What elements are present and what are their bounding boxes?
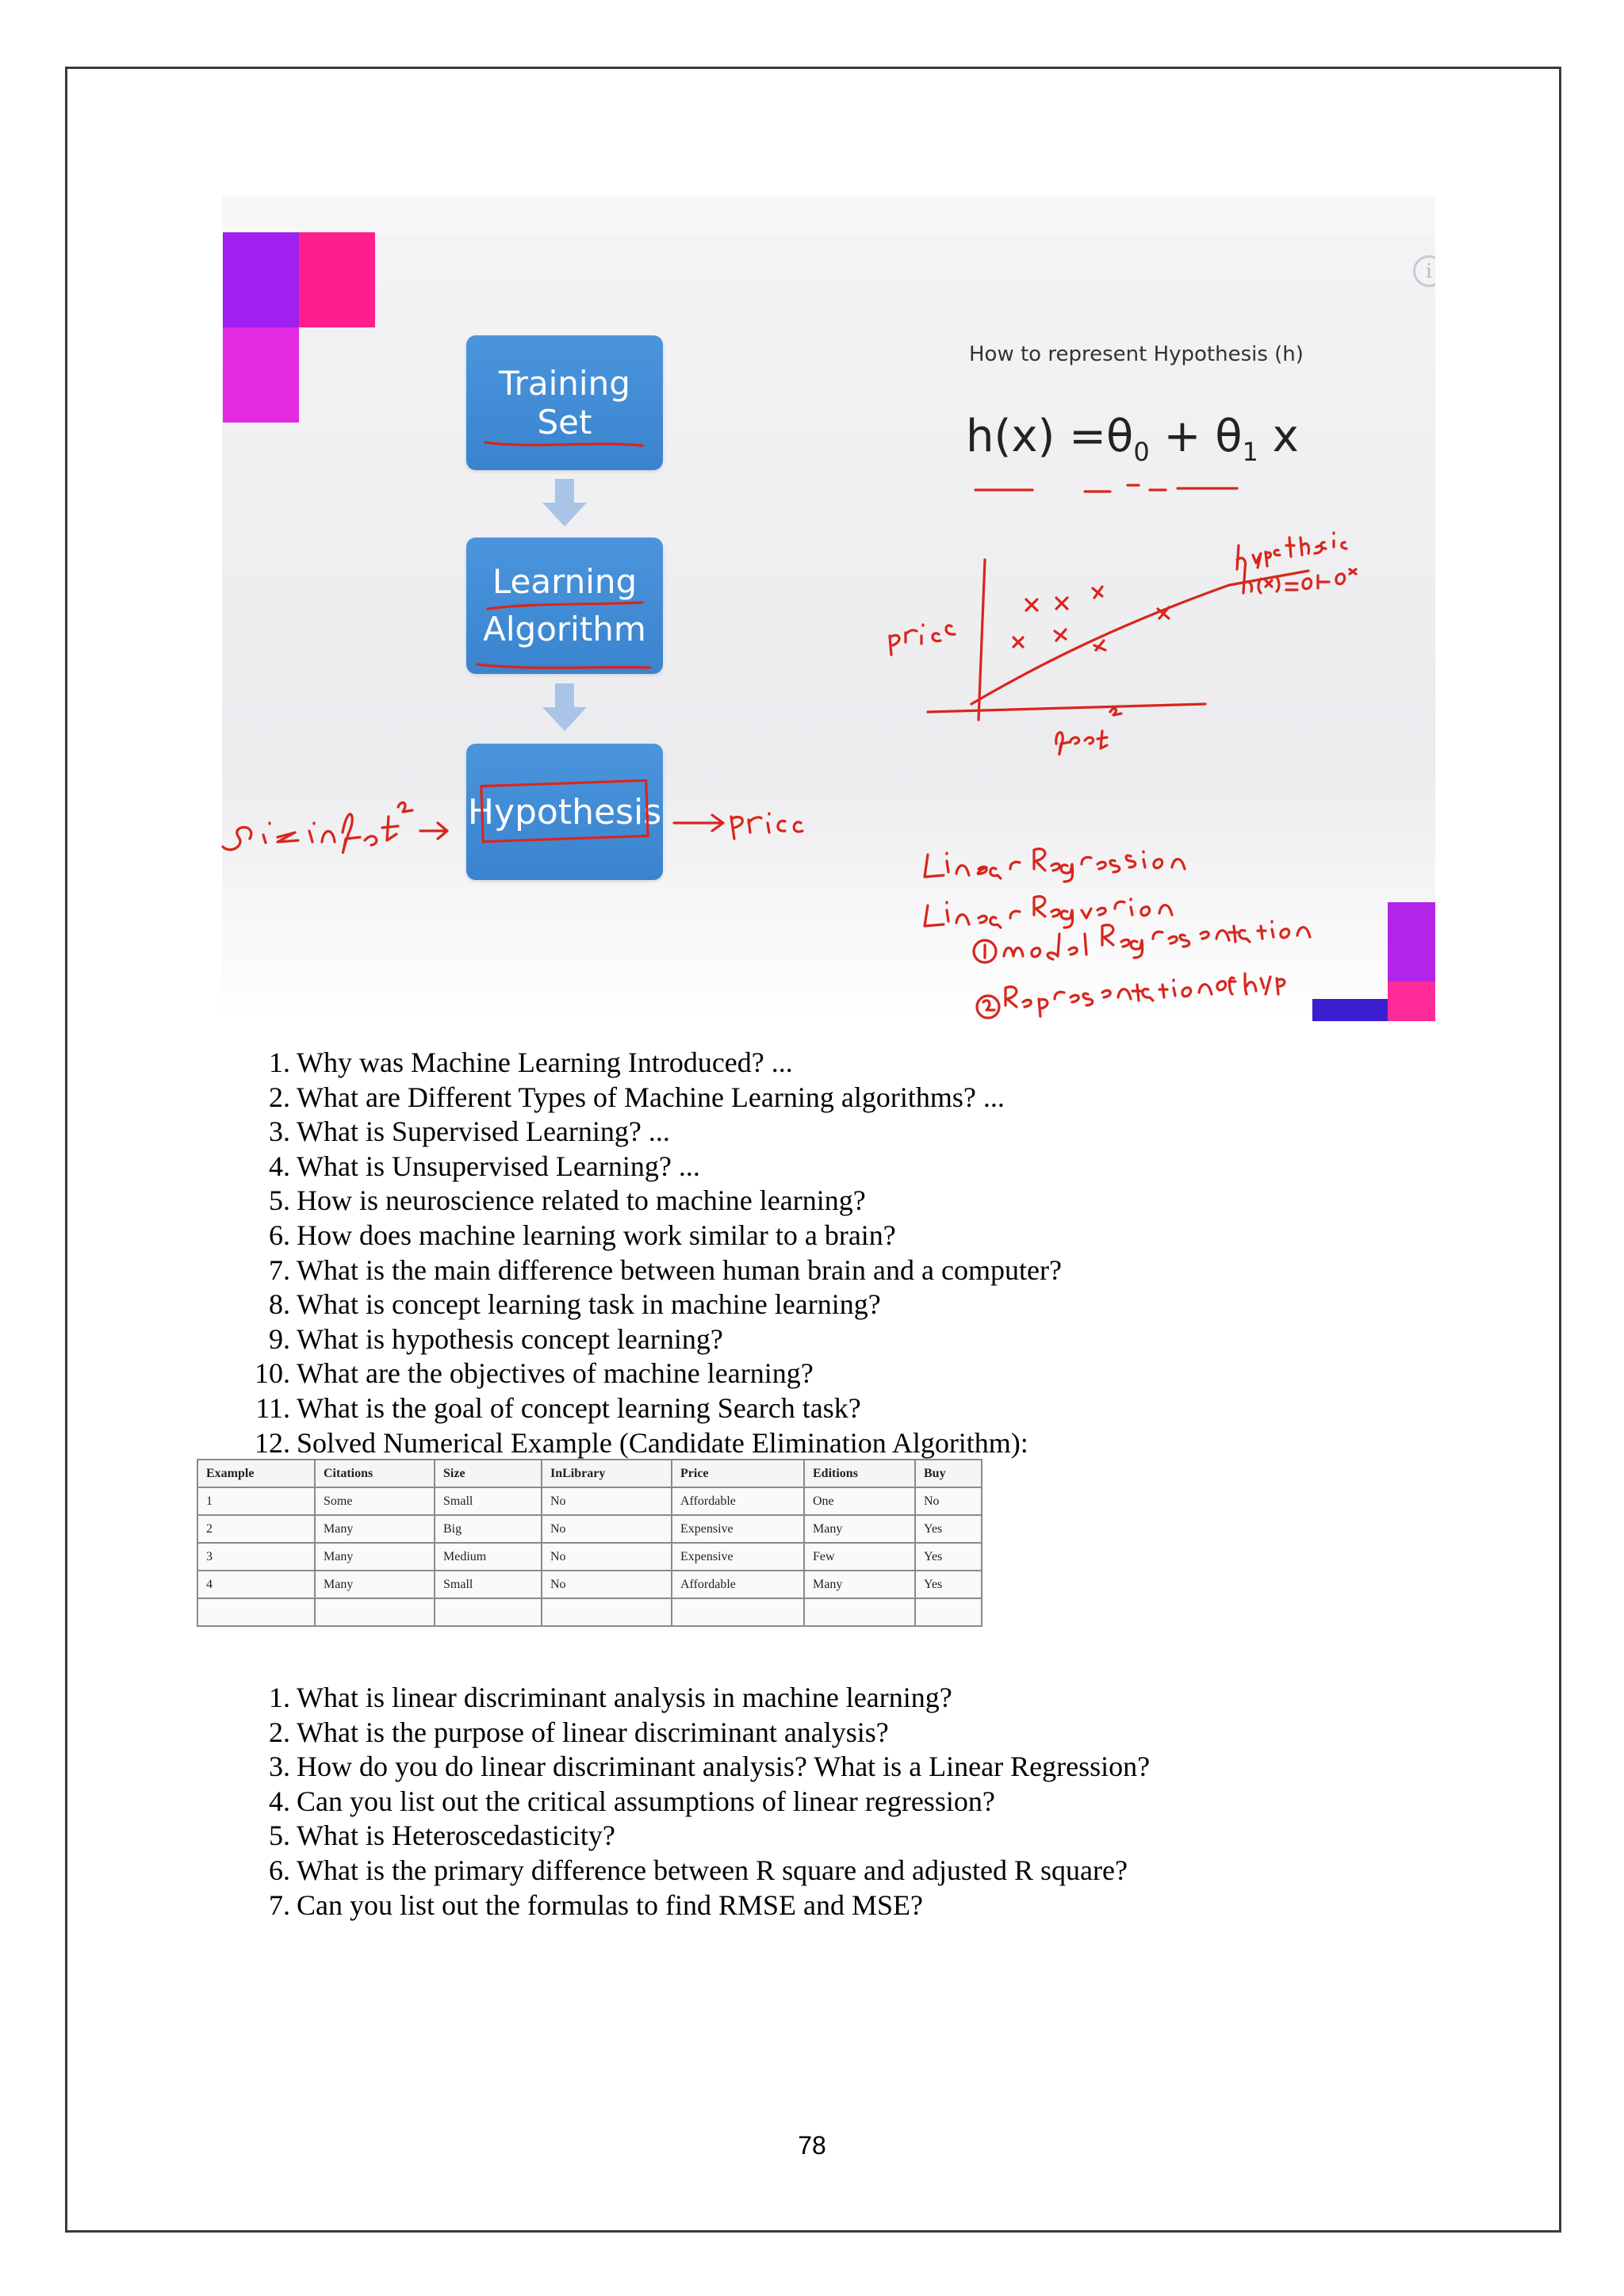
list-item-number: 10.	[255, 1357, 290, 1390]
handwritten-annotations	[198, 197, 1435, 1021]
list-item-text: What are the objectives of machine learning?	[297, 1357, 814, 1390]
list-item-text: What is linear discriminant analysis in machine learning?	[297, 1682, 952, 1713]
table-cell	[672, 1598, 804, 1626]
list-item-number: 7.	[269, 1253, 290, 1286]
table-cell	[804, 1598, 915, 1626]
table-cell	[542, 1598, 672, 1626]
list-item-text: What is Heteroscedasticity?	[297, 1820, 615, 1852]
lecture-slide-image	[198, 197, 1435, 1021]
table-cell	[915, 1598, 982, 1626]
table-cell: Yes	[915, 1515, 982, 1543]
table-body	[197, 1487, 982, 1626]
learning-algorithm-label-line2: Algorithm	[483, 610, 646, 649]
list-item-number: 3.	[269, 1751, 290, 1783]
list-item-number: 11.	[255, 1392, 290, 1424]
list-item-text: What is concept learning task in machine learning?	[297, 1288, 881, 1321]
table-cell	[197, 1598, 315, 1626]
table-row	[197, 1598, 982, 1626]
table-header-cell: Citations	[315, 1460, 435, 1487]
table-cell: Few	[804, 1543, 915, 1571]
table-cell: Many	[804, 1571, 915, 1598]
table-cell: Some	[315, 1487, 435, 1515]
formula-sub1: 1	[1242, 437, 1258, 468]
table-header-cell: Editions	[804, 1460, 915, 1487]
table-row	[197, 1543, 982, 1571]
list-item-number: 1.	[269, 1047, 290, 1078]
list-item-text: How does machine learning work similar to a brain?	[297, 1219, 896, 1251]
table-cell: Many	[315, 1571, 435, 1598]
table-row	[197, 1487, 982, 1515]
table-header-cell: Example	[197, 1460, 315, 1487]
list-item-number: 6.	[269, 1854, 290, 1886]
table-row	[197, 1515, 982, 1543]
list-item-text: How do you do linear discriminant analysis? What is a Linear Regression?	[297, 1751, 1151, 1783]
table-cell: No	[542, 1571, 672, 1598]
list-item-text: What is the main difference between human brain and a computer?	[297, 1253, 1062, 1286]
list-item-number: 7.	[269, 1888, 290, 1921]
table-cell: One	[804, 1487, 915, 1515]
table-cell: 4	[197, 1571, 315, 1598]
table-cell: Many	[804, 1515, 915, 1543]
table-cell: Affordable	[672, 1487, 804, 1515]
table-cell: Small	[435, 1487, 542, 1515]
list-item-text: What is the primary difference between R square and adjusted R square?	[297, 1854, 1128, 1886]
table-cell: 1	[197, 1487, 315, 1515]
table-cell: Expensive	[672, 1515, 804, 1543]
hypothesis-heading: How to represent Hypothesis (h)	[969, 342, 1304, 366]
list-item-text: What is the goal of concept learning Search task?	[297, 1392, 861, 1424]
list-item-number: 9.	[269, 1322, 290, 1355]
table-cell: Medium	[435, 1543, 542, 1571]
list-item-text: How is neuroscience related to machine learning?	[297, 1184, 866, 1217]
list-item-text: Solved Numerical Example (Candidate Elimination Algorithm):	[297, 1426, 1028, 1459]
list-item-text: What is the purpose of linear discriminant analysis?	[297, 1716, 889, 1748]
list-item-text: What is Supervised Learning? ...	[297, 1115, 670, 1148]
list-item-number: 2.	[269, 1716, 290, 1748]
page-number: 78	[798, 2131, 826, 2160]
table-header-row	[197, 1460, 982, 1487]
table-cell: Expensive	[672, 1543, 804, 1571]
list-item-text: What is hypothesis concept learning?	[297, 1322, 723, 1355]
table-cell	[435, 1598, 542, 1626]
learning-algorithm-label-line1: Learning	[492, 562, 638, 601]
list-item-number: 5.	[269, 1820, 290, 1852]
table-cell: Many	[315, 1515, 435, 1543]
list-item-text: Why was Machine Learning Introduced? ...	[297, 1047, 793, 1078]
formula-tail: x	[1258, 411, 1299, 462]
table-cell: Many	[315, 1543, 435, 1571]
list-item-number: 6.	[269, 1219, 290, 1251]
table-header-cell: InLibrary	[542, 1460, 672, 1487]
hypothesis-label: Hypothesis	[467, 791, 662, 832]
list-item-number: 12.	[255, 1426, 290, 1459]
list-item-number: 2.	[269, 1081, 290, 1113]
table-cell: No	[915, 1487, 982, 1515]
table-cell: Affordable	[672, 1571, 804, 1598]
candidate-elimination-table	[197, 1459, 982, 1627]
list-item-number: 8.	[269, 1288, 290, 1321]
formula-plus: + θ	[1149, 411, 1243, 462]
info-icon: i	[1413, 255, 1435, 287]
list-item-text: What is Unsupervised Learning? ...	[297, 1150, 700, 1182]
table-cell: Yes	[915, 1571, 982, 1598]
formula-sub0: 0	[1133, 437, 1150, 468]
training-set-label: Training Set	[499, 364, 630, 442]
table-cell: Small	[435, 1571, 542, 1598]
table-header-cell: Buy	[915, 1460, 982, 1487]
list-item-number: 3.	[269, 1115, 290, 1148]
formula-left: h(x) =θ	[966, 411, 1134, 462]
list-item-number: 5.	[269, 1184, 290, 1217]
table-cell: Yes	[915, 1543, 982, 1571]
list-item-number: 4.	[269, 1150, 290, 1182]
table-header-cell: Size	[435, 1460, 542, 1487]
table-cell: Big	[435, 1515, 542, 1543]
list-item-number: 1.	[269, 1682, 290, 1713]
table-cell: No	[542, 1543, 672, 1571]
table-cell: No	[542, 1487, 672, 1515]
list-item-text: Can you list out the critical assumptions of linear regression?	[297, 1785, 995, 1817]
table-header-cell: Price	[672, 1460, 804, 1487]
table-cell	[315, 1598, 435, 1626]
table-cell: 3	[197, 1543, 315, 1571]
table-row	[197, 1571, 982, 1598]
list-item-number: 4.	[269, 1785, 290, 1817]
table-cell: 2	[197, 1515, 315, 1543]
table-cell: No	[542, 1515, 672, 1543]
list-item-text: What are Different Types of Machine Learning algorithms? ...	[297, 1081, 1005, 1113]
list-item-text: Can you list out the formulas to find RMSE and MSE?	[297, 1888, 923, 1921]
